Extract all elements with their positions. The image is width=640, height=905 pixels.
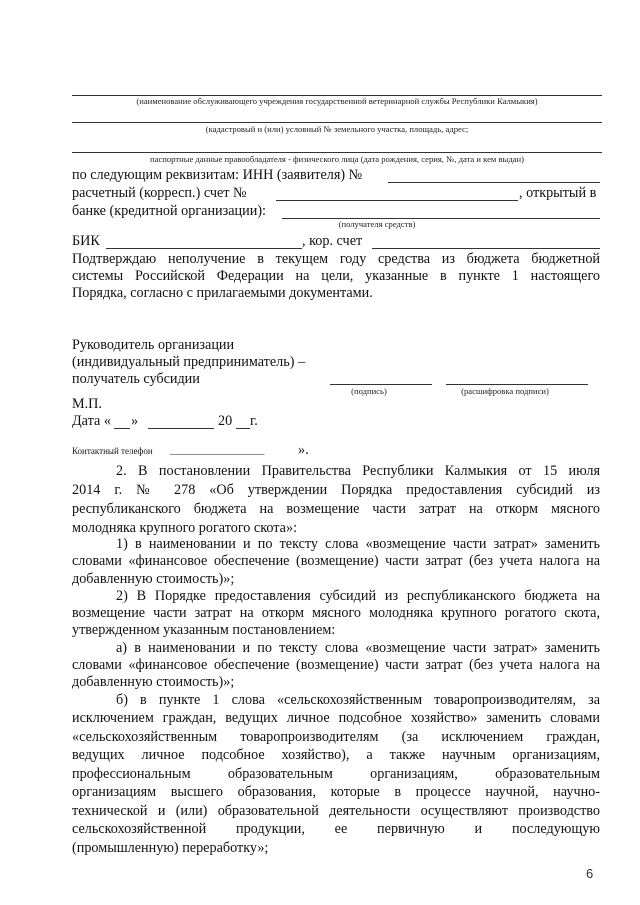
sign-blank	[330, 384, 432, 385]
bank-label: банке (кредитной организации):	[72, 203, 266, 219]
item-b-line-6: организациям высшего образования, которые в процессе научной, научно-	[72, 784, 600, 800]
caption-decode: (расшифровка подписи)	[461, 386, 549, 396]
phone-blank: _____________________	[170, 446, 265, 456]
paragraph-2-line-3: республиканского бюджета на возмещение части затрат на откорм мясного	[72, 501, 600, 517]
signature-title-3: получатель субсидии	[72, 371, 200, 387]
caption-sign: (подпись)	[351, 386, 387, 396]
caption-org-name: (наименование обслуживающего учреждения государственной ветеринарной службы Республики Калмыкия)	[136, 96, 538, 106]
paragraph-2-line-2: 2014 г. № 278 «Об утверждении Порядка предоставления субсидий из	[72, 482, 600, 498]
item-2-line-2: возмещение части затрат на откорм мясного молодняка крупного рогатого скота,	[72, 605, 600, 621]
decode-blank	[446, 384, 588, 385]
caption-passport: паспортные данные правообладателя - физического лица (дата рождения, серия, №, дата и кем выдан)	[150, 154, 524, 164]
item-1-line-1: 1) в наименовании и по тексту слова «возмещение части затрат» заменить	[116, 536, 600, 552]
account-opened-label: , открытый в	[519, 185, 597, 201]
confirm-line-1: Подтверждаю неполучение в текущем году средства из бюджета бюджетной	[72, 251, 600, 267]
account-blank	[276, 200, 518, 201]
item-b-line-9: (промышленную) переработку»;	[72, 840, 269, 856]
stamp-label: М.П.	[72, 396, 102, 412]
item-2-line-1: 2) В Порядке предоставления субсидий из республиканского бюджета на	[116, 588, 600, 604]
date-label: Дата «	[72, 413, 111, 429]
signature-title-2: (индивидуальный предприниматель) –	[72, 354, 306, 370]
inn-blank	[388, 182, 600, 183]
item-b-line-1: б) в пункте 1 слова «сельскохозяйственным товаропроизводителям, за	[116, 692, 600, 708]
kor-label: , кор. счет	[302, 233, 363, 249]
page-number: 6	[586, 866, 594, 881]
inn-label: по следующим реквизитам: ИНН (заявителя) №	[72, 167, 363, 183]
confirm-line-2: системы Российской Федерации на цели, указанные в пункте 1 настоящего	[72, 268, 600, 284]
item-a-line-2: словами «финансовое обеспечение (возмещение) части затрат (без учета налога на	[72, 657, 600, 673]
passport-line	[72, 152, 602, 153]
item-b-line-8: сельскохозяйственной продукции, ее первичную и последующую	[72, 821, 600, 837]
kor-blank	[372, 248, 600, 249]
item-2-line-3: утвержденном указанным постановлением:	[72, 622, 336, 638]
date-day-blank	[114, 428, 130, 429]
phone-label: Контактный телефон	[72, 446, 153, 456]
date-year-prefix: 20	[218, 413, 233, 429]
caption-cadastral: (кадастровый и (или) условный № земельного участка, площадь, адрес;	[205, 124, 469, 134]
cadastral-line	[72, 122, 602, 123]
item-a-line-1: а) в наименовании и по тексту слова «возмещение части затрат» заменить	[116, 640, 600, 656]
date-month-blank	[148, 428, 214, 429]
confirm-line-3: Порядка, согласно с прилагаемыми документами.	[72, 285, 373, 301]
date-year-suffix: г.	[250, 413, 258, 429]
signature-title-1: Руководитель организации	[72, 337, 235, 353]
item-1-line-3: добавленную стоимость)»;	[72, 571, 235, 587]
account-label: расчетный (корресп.) счет №	[72, 185, 247, 201]
caption-recipient: (получателя средств)	[338, 219, 416, 229]
item-a-line-3: добавленную стоимость)»;	[72, 674, 235, 690]
item-1-line-2: словами «финансовое обеспечение (возмещение) части затрат (без учета налога на	[72, 553, 600, 569]
date-close-quote: »	[131, 413, 139, 429]
bik-label: БИК	[72, 233, 100, 249]
phone-close: ».	[298, 442, 309, 458]
item-b-line-4: ведущих личное подсобное хозяйство), а также научным организациям,	[72, 747, 600, 763]
item-b-line-2: исключением граждан, ведущих личное подсобное хозяйство» заменить словами	[72, 710, 600, 726]
paragraph-2-line-1: 2. В постановлении Правительства Республики Калмыкия от 15 июля	[116, 463, 600, 479]
paragraph-2-line-4: молодняка крупного рогатого скота»:	[72, 520, 298, 536]
item-b-line-5: профессиональным образовательным организациям, образовательным	[72, 766, 600, 782]
item-b-line-7: технической и (или) образовательной деятельности осуществляют производство	[72, 803, 600, 819]
bik-blank	[106, 248, 302, 249]
date-year-blank	[236, 428, 250, 429]
item-b-line-3: «сельскохозяйственным товаропроизводителям (за исключением граждан,	[72, 729, 600, 745]
